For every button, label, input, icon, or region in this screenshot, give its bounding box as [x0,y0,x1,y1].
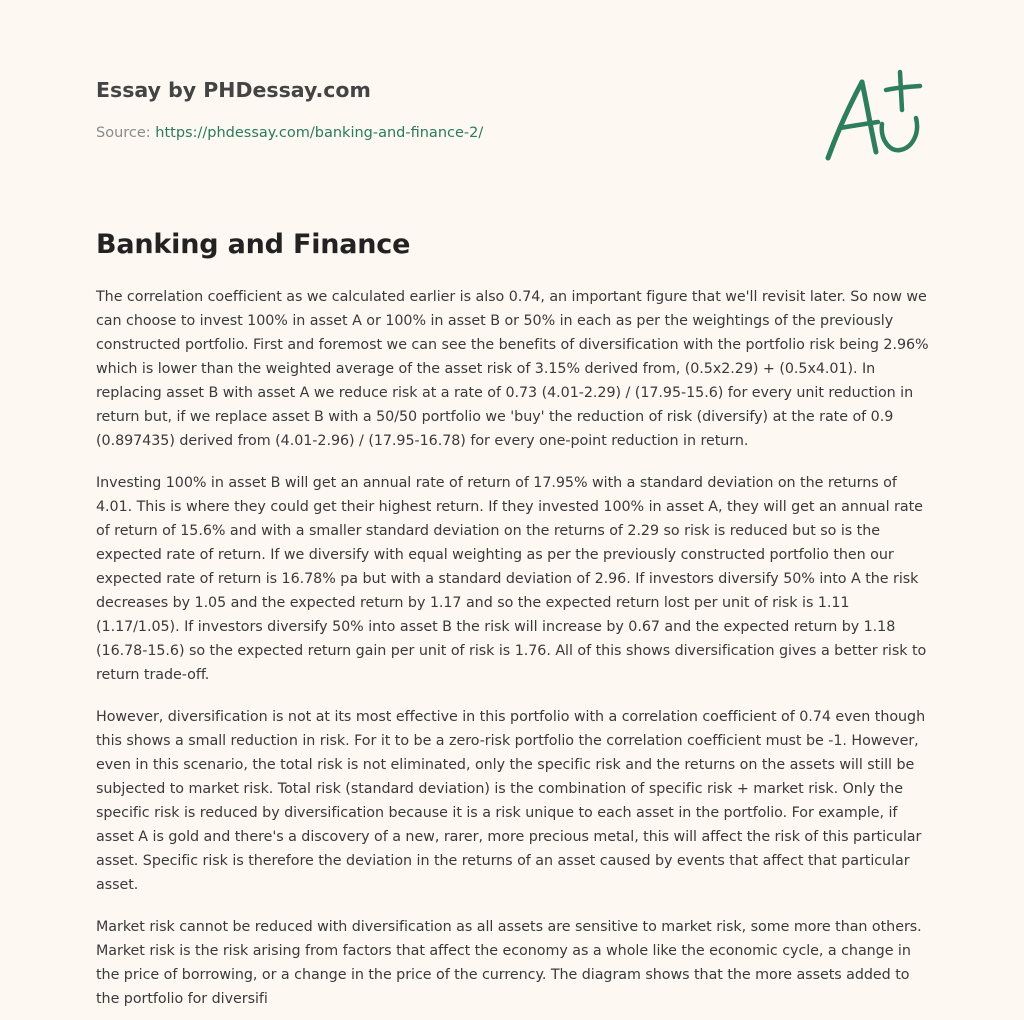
paragraph: The correlation coefficient as we calculated earlier is also 0.74, an important figure that we'll revisit later. So now we can choose to invest 100% in asset A or 100% in asset B or 50% in each as per the weightings of the previously constructed portfolio. First and foremost we can see the benefits of diversification with the portfolio risk being 2.96% which is lower than the weighted average of the asset risk of 3.15% derived from, (0.5x2.29) + (0.5x4.01). In replacing asset B with asset A we reduce risk at a rate of 0.73 (4.01-2.29) / (17.95-15.6) for every unit reduction in return but, if we replace asset B with a 50/50 portfolio we 'buy' the reduction of risk (diversify) at the rate of 0.9 (0.897435) derived from (4.01-2.96) / (17.95-16.78) for every one-point reduction in return. [96,289,929,449]
source-link[interactable]: https://phdessay.com/banking-and-finance-2/ [155,125,484,141]
paragraph: Investing 100% in asset B will get an annual rate of return of 17.95% with a standard deviation on the returns of 4.01. This is where they could get their highest return. If they invested 100% in asset A, they will get an annual rate of return of 15.6% and with a smaller standard deviation on the returns of 2.29 so risk is reduced but so is the expected rate of return. If we diversify with equal weighting as per the previously constructed portfolio then our expected rate of return is 16.78% pa but with a standard deviation of 2.96. If investors diversify 50% into A the risk decreases by 1.05 and the expected return by 1.17 and so the expected return lost per unit of risk is 1.11 (1.17/1.05). If investors diversify 50% into asset B the risk will increase by 0.67 and the expected return by 1.18 (16.78-15.6) so the expected return gain per unit of risk is 1.76. All of this shows diversification gives a better risk to return trade-off. [96,475,927,683]
site-title: Essay by PHDessay.com [96,78,371,102]
paragraph: However, diversification is not at its most effective in this portfolio with a correlation coefficient of 0.74 even though this shows a small reduction in risk. For it to be a zero-risk portfolio the correlation coefficient must be -1. However, even in this scenario, the total risk is not eliminated, only the specific risk and the returns on the assets will still be subjected to market risk. Total risk (standard deviation) is the combination of specific risk + market risk. Only the specific risk is reduced by diversification because it is a risk unique to each asset in the portfolio. For example, if asset A is gold and there's a discovery of a new, rarer, more precious metal, this will affect the risk of this particular asset. Specific risk is therefore the deviation in the returns of an asset caused by events that affect that particular asset. [96,709,926,893]
article-body [96,285,934,1020]
a-plus-logo-icon [820,66,928,166]
essay-header [96,76,796,143]
source-label: Source: [96,125,156,141]
page-title: Banking and Finance [96,229,411,260]
paragraph: Market risk cannot be reduced with diversification as all assets are sensitive to market risk, some more than others. Market risk is the risk arising from factors that affect the economy as a whole like the economic cycle, a change in the price of borrowing, or a change in the price of the currency. The diagram shows that the more assets added to the portfolio for diversifi [96,919,922,1007]
source-line [96,123,796,143]
